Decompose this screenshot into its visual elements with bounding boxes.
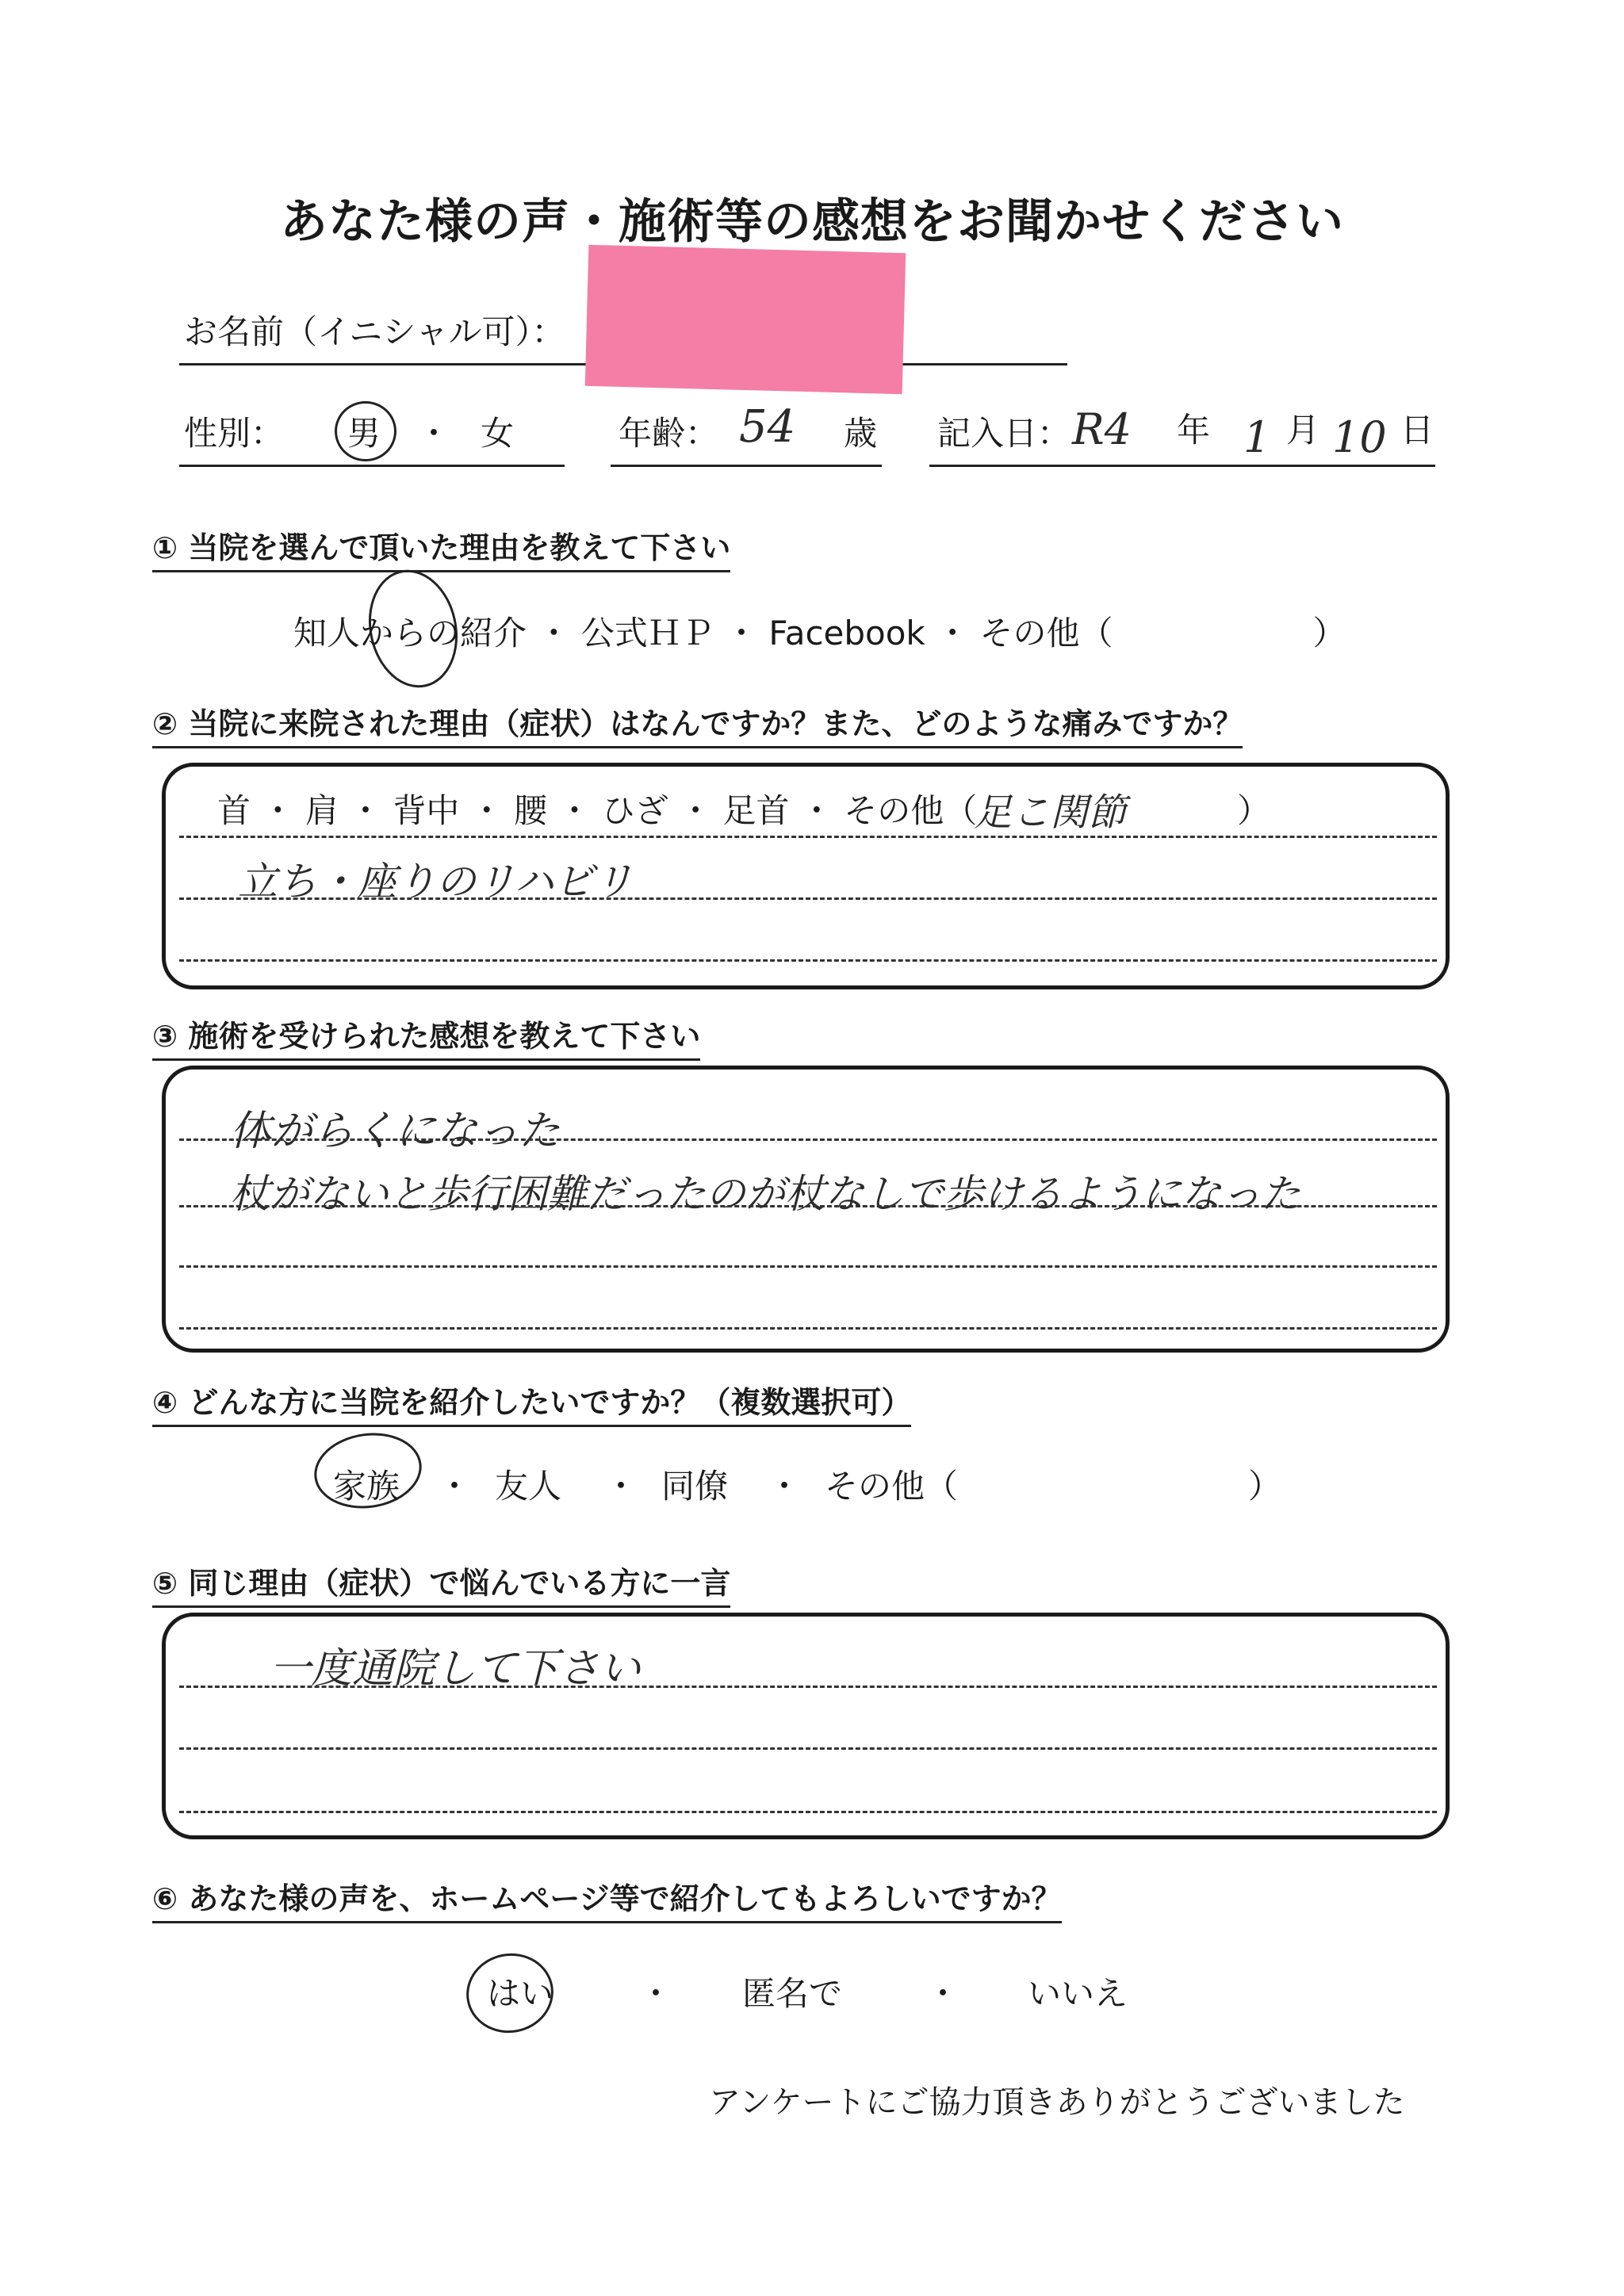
date-era-year[interactable]: R4 <box>1072 404 1132 454</box>
q2-line-3 <box>179 959 1437 962</box>
q3-line-4 <box>179 1327 1437 1330</box>
q2-line-1 <box>179 836 1437 838</box>
footer-thanks: アンケートにご協力頂きありがとうございました <box>709 2084 1405 2121</box>
gender-underline <box>179 465 565 467</box>
q4-separator-2: ・ <box>604 1467 638 1506</box>
q4-option-other[interactable]: その他（ <box>825 1467 959 1506</box>
q1-heading: ① 当院を選んで頂いた理由を教えて下さい <box>152 523 730 572</box>
q6-separator-1: ・ <box>639 1974 673 2013</box>
q3-answer-line-1[interactable]: 体がらくになった <box>230 1108 561 1155</box>
date-label: 記入日： <box>937 414 1071 453</box>
q6-heading: ⑥ あなた様の声を、ホームページ等で紹介してもよろしいですか？ <box>152 1874 1062 1923</box>
q4-heading: ④ どんな方に当院を紹介したいですか？（複数選択可） <box>152 1378 911 1427</box>
date-month-unit: 月 <box>1286 411 1320 450</box>
date-year-unit: 年 <box>1177 411 1211 450</box>
q2-line-2 <box>179 897 1437 900</box>
age-label: 年齢： <box>619 414 719 453</box>
q5-line-3 <box>179 1811 1437 1813</box>
date-underline <box>929 465 1435 467</box>
q2-options-suffix: ） <box>1237 791 1271 830</box>
name-label: お名前（イニシャル可）： <box>184 312 565 351</box>
age-value[interactable]: 54 <box>739 401 796 453</box>
q5-heading: ⑤ 同じ理由（症状）で悩んでいる方に一言 <box>152 1559 730 1608</box>
q6-separator-2: ・ <box>926 1974 960 2013</box>
q3-answer-line-2[interactable]: 杖がないと歩行困難だったのが杖なしで歩けるようになった <box>230 1171 1300 1217</box>
q2-options-prefix[interactable]: 首 ・ 肩 ・ 背中 ・ 腰 ・ ひざ ・ 足首 ・ その他（ <box>217 791 978 830</box>
date-month[interactable]: 1 <box>1243 412 1271 462</box>
q3-line-3 <box>179 1265 1437 1268</box>
q5-line-1 <box>179 1686 1437 1688</box>
gender-separator: ・ <box>417 414 451 453</box>
age-underline <box>611 465 882 467</box>
q4-option-friend[interactable]: 友人 <box>495 1467 562 1506</box>
q6-option-no[interactable]: いいえ <box>1028 1974 1128 2013</box>
name-redaction <box>585 245 906 394</box>
q1-options[interactable]: 知人からの紹介 ・ 公式ＨＰ ・ Facebook ・ その他（ ） <box>293 614 1346 652</box>
gender-option-female[interactable]: 女 <box>481 414 515 453</box>
form-title: あなた様の声・施術等の感想をお聞かせください <box>280 194 1344 250</box>
date-day-unit: 日 <box>1400 411 1434 450</box>
q4-option-family[interactable]: 家族 <box>333 1467 400 1506</box>
q2-other-value[interactable]: 足こ関節 <box>974 790 1127 835</box>
q3-line-2 <box>179 1205 1437 1207</box>
age-unit: 歳 <box>844 414 878 453</box>
q2-answer-line-1[interactable]: 立ち・座りのリハビリ <box>238 859 634 905</box>
gender-label: 性別： <box>184 414 285 453</box>
q4-option-other-close: ） <box>1248 1467 1282 1506</box>
q3-heading: ③ 施術を受けられた感想を教えて下さい <box>152 1012 700 1061</box>
q6-option-anonymous[interactable]: 匿名で <box>742 1974 843 2013</box>
q4-separator-3: ・ <box>768 1467 802 1506</box>
q4-option-coworker[interactable]: 同僚 <box>661 1467 729 1506</box>
q3-line-1 <box>179 1138 1437 1141</box>
gender-option-male[interactable]: 男 <box>347 414 381 453</box>
q5-answer-line-1[interactable]: 一度通院して下さい <box>270 1645 642 1693</box>
q5-line-2 <box>179 1747 1437 1750</box>
q6-option-yes[interactable]: はい <box>487 1974 554 2013</box>
q2-heading: ② 当院に来院された理由（症状）はなんですか？また、どのような痛みですか？ <box>152 699 1243 748</box>
date-day[interactable]: 10 <box>1332 412 1387 462</box>
q4-separator-1: ・ <box>438 1467 472 1506</box>
